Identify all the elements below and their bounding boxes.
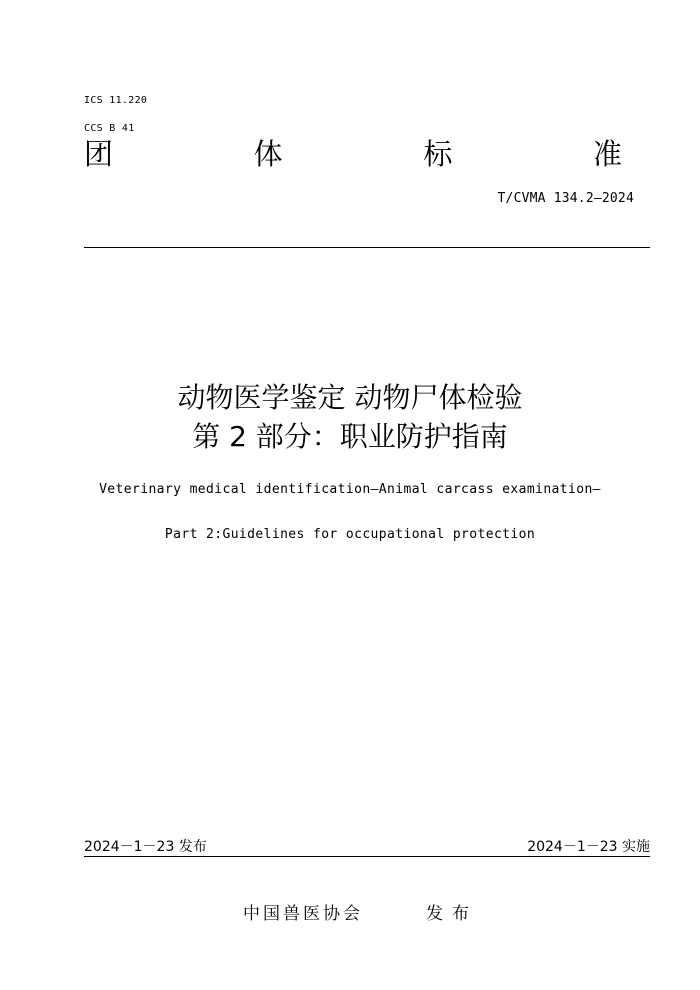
- ics-code: ICS 11.220: [84, 95, 148, 106]
- publish-label: 发布: [426, 904, 478, 924]
- english-title-line-1: Veterinary medical identification—Animal carcass examination—: [99, 482, 601, 497]
- header-divider: [84, 247, 650, 248]
- chinese-title-line-1: 动物医学鉴定 动物尸体检验: [177, 381, 523, 414]
- standard-type-char: 体: [253, 137, 283, 171]
- standard-type-heading: [84, 137, 622, 171]
- footer-divider: [84, 856, 650, 857]
- english-title-line-2: Part 2:Guidelines for occupational protection: [164, 527, 536, 542]
- ccs-code: CCS B 41: [84, 123, 135, 134]
- standard-type-char: 团: [84, 137, 114, 171]
- date-row: [84, 838, 650, 856]
- standard-type-char: 准: [592, 137, 622, 171]
- chinese-title-line-2: 第 2 部分：职业防护指南: [192, 420, 508, 453]
- publisher-name: 中国兽医协会: [243, 904, 363, 924]
- implementation-date: 2024－1－23 实施: [527, 839, 650, 855]
- standard-number: T/CVMA 134.2—2024: [497, 191, 634, 206]
- standard-type-char: 标: [423, 137, 453, 171]
- issue-date: 2024－1－23 发布: [84, 839, 207, 855]
